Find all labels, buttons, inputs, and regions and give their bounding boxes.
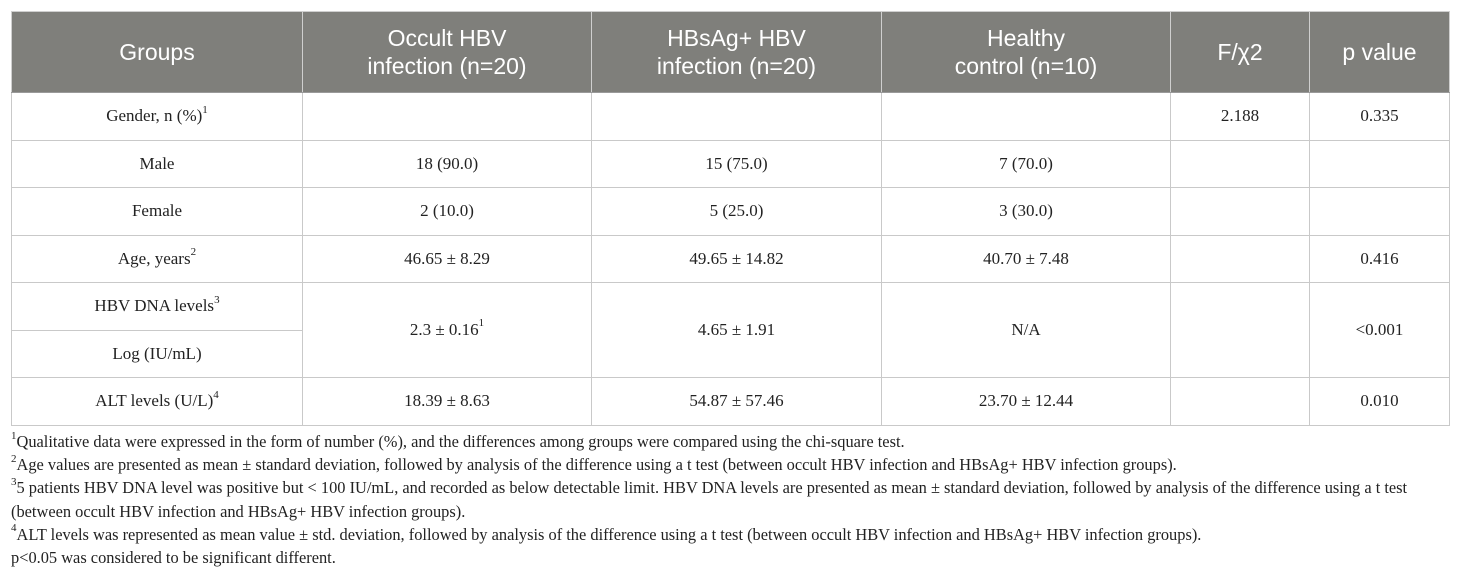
cell-p [1310,188,1450,236]
cell-occult: 18 (90.0) [303,140,592,188]
cell-p: 0.335 [1310,93,1450,141]
header-p-value: p value [1310,12,1450,93]
cell-healthy: 3 (30.0) [882,188,1171,236]
cell-hbsag: 54.87 ± 57.46 [592,378,882,426]
cell-p [1310,140,1450,188]
cell-p: <0.001 [1310,283,1450,378]
cell-healthy: 23.70 ± 12.44 [882,378,1171,426]
cell-f [1171,235,1310,283]
cell-hbsag: 15 (75.0) [592,140,882,188]
row-gender [12,93,1450,141]
cell-p: 0.416 [1310,235,1450,283]
row-alt [12,378,1450,426]
footnote: $^4$ALT levels was represented as mean value ± std. deviation, followed by analysis of the difference using a t test (between occult HBV infection and HBsAg+ HBV infection groups). [11,522,1202,544]
data-table-container [11,11,1449,426]
cell-label: Gender, n (%)$^1$ [12,93,303,141]
cell-hbsag: 5 (25.0) [592,188,882,236]
header-healthy-control: Healthy control (n=10) [882,12,1171,93]
cell-occult: 46.65 ± 8.29 [303,235,592,283]
cell-f: 2.188 [1171,93,1310,141]
cell-label: Male [12,140,303,188]
row-hbv-dna [12,283,1450,331]
cell-label: ALT levels $(U/L)^4$ [12,378,303,426]
cell-healthy [882,93,1171,141]
cell-f [1171,188,1310,236]
cell-f [1171,140,1310,188]
cell-hbsag: 49.65 ± 14.82 [592,235,882,283]
cell-hbsag [592,93,882,141]
cell-occult: 18.39 ± 8.63 [303,378,592,426]
cell-occult [303,93,592,141]
cell-p: 0.010 [1310,378,1450,426]
cell-healthy: N/A [882,283,1171,378]
footnote: $^3$5 patients HBV DNA level was positive but < 100 IU/mL, and recorded as below detectable limit. HBV DNA levels are presented as mean ± standard deviation, followed by analysis of the difference using a t test (between occult HBV infection and HBsAg+ HBV infection groups). [11,475,1408,521]
header-hbsag-hbv: HBsAg+ HBV infection (n=20) [592,12,882,93]
footnote: $^2$Age values are presented as mean ± standard deviation, followed by analysis of the difference using a t test (between occult HBV infection and HBsAg+ HBV infection groups). [11,452,1177,475]
row-age [12,235,1450,283]
cell-hbsag: 4.65 ± 1.91 [592,283,882,378]
cell-occult: $2.3 \pm 0.16^1$ [303,283,592,378]
cell-label: Age, years$^2$ [12,235,303,283]
header-groups: Groups [12,12,303,93]
row-female [12,188,1450,236]
clinical-characteristics-table [11,11,1450,426]
header-f-chi-square: F/χ2 [1171,12,1310,93]
footnote: p<0.05 was considered to be significant different. [11,548,336,568]
cell-label: Log (IU/mL) [12,330,303,378]
cell-f [1171,378,1310,426]
header-occult-hbv: Occult HBV infection (n=20) [303,12,592,93]
footnote: $^1$Qualitative data were expressed in the form of number (%), and the differences among groups were compared using the chi-square test. [11,429,905,451]
header-row [12,12,1450,93]
cell-occult: 2 (10.0) [303,188,592,236]
table-footnotes [11,430,1451,569]
cell-f [1171,283,1310,378]
cell-healthy: 40.70 ± 7.48 [882,235,1171,283]
cell-healthy: 7 (70.0) [882,140,1171,188]
cell-label: Female [12,188,303,236]
row-male [12,140,1450,188]
cell-label: HBV DNA levels$^3$ [12,283,303,331]
